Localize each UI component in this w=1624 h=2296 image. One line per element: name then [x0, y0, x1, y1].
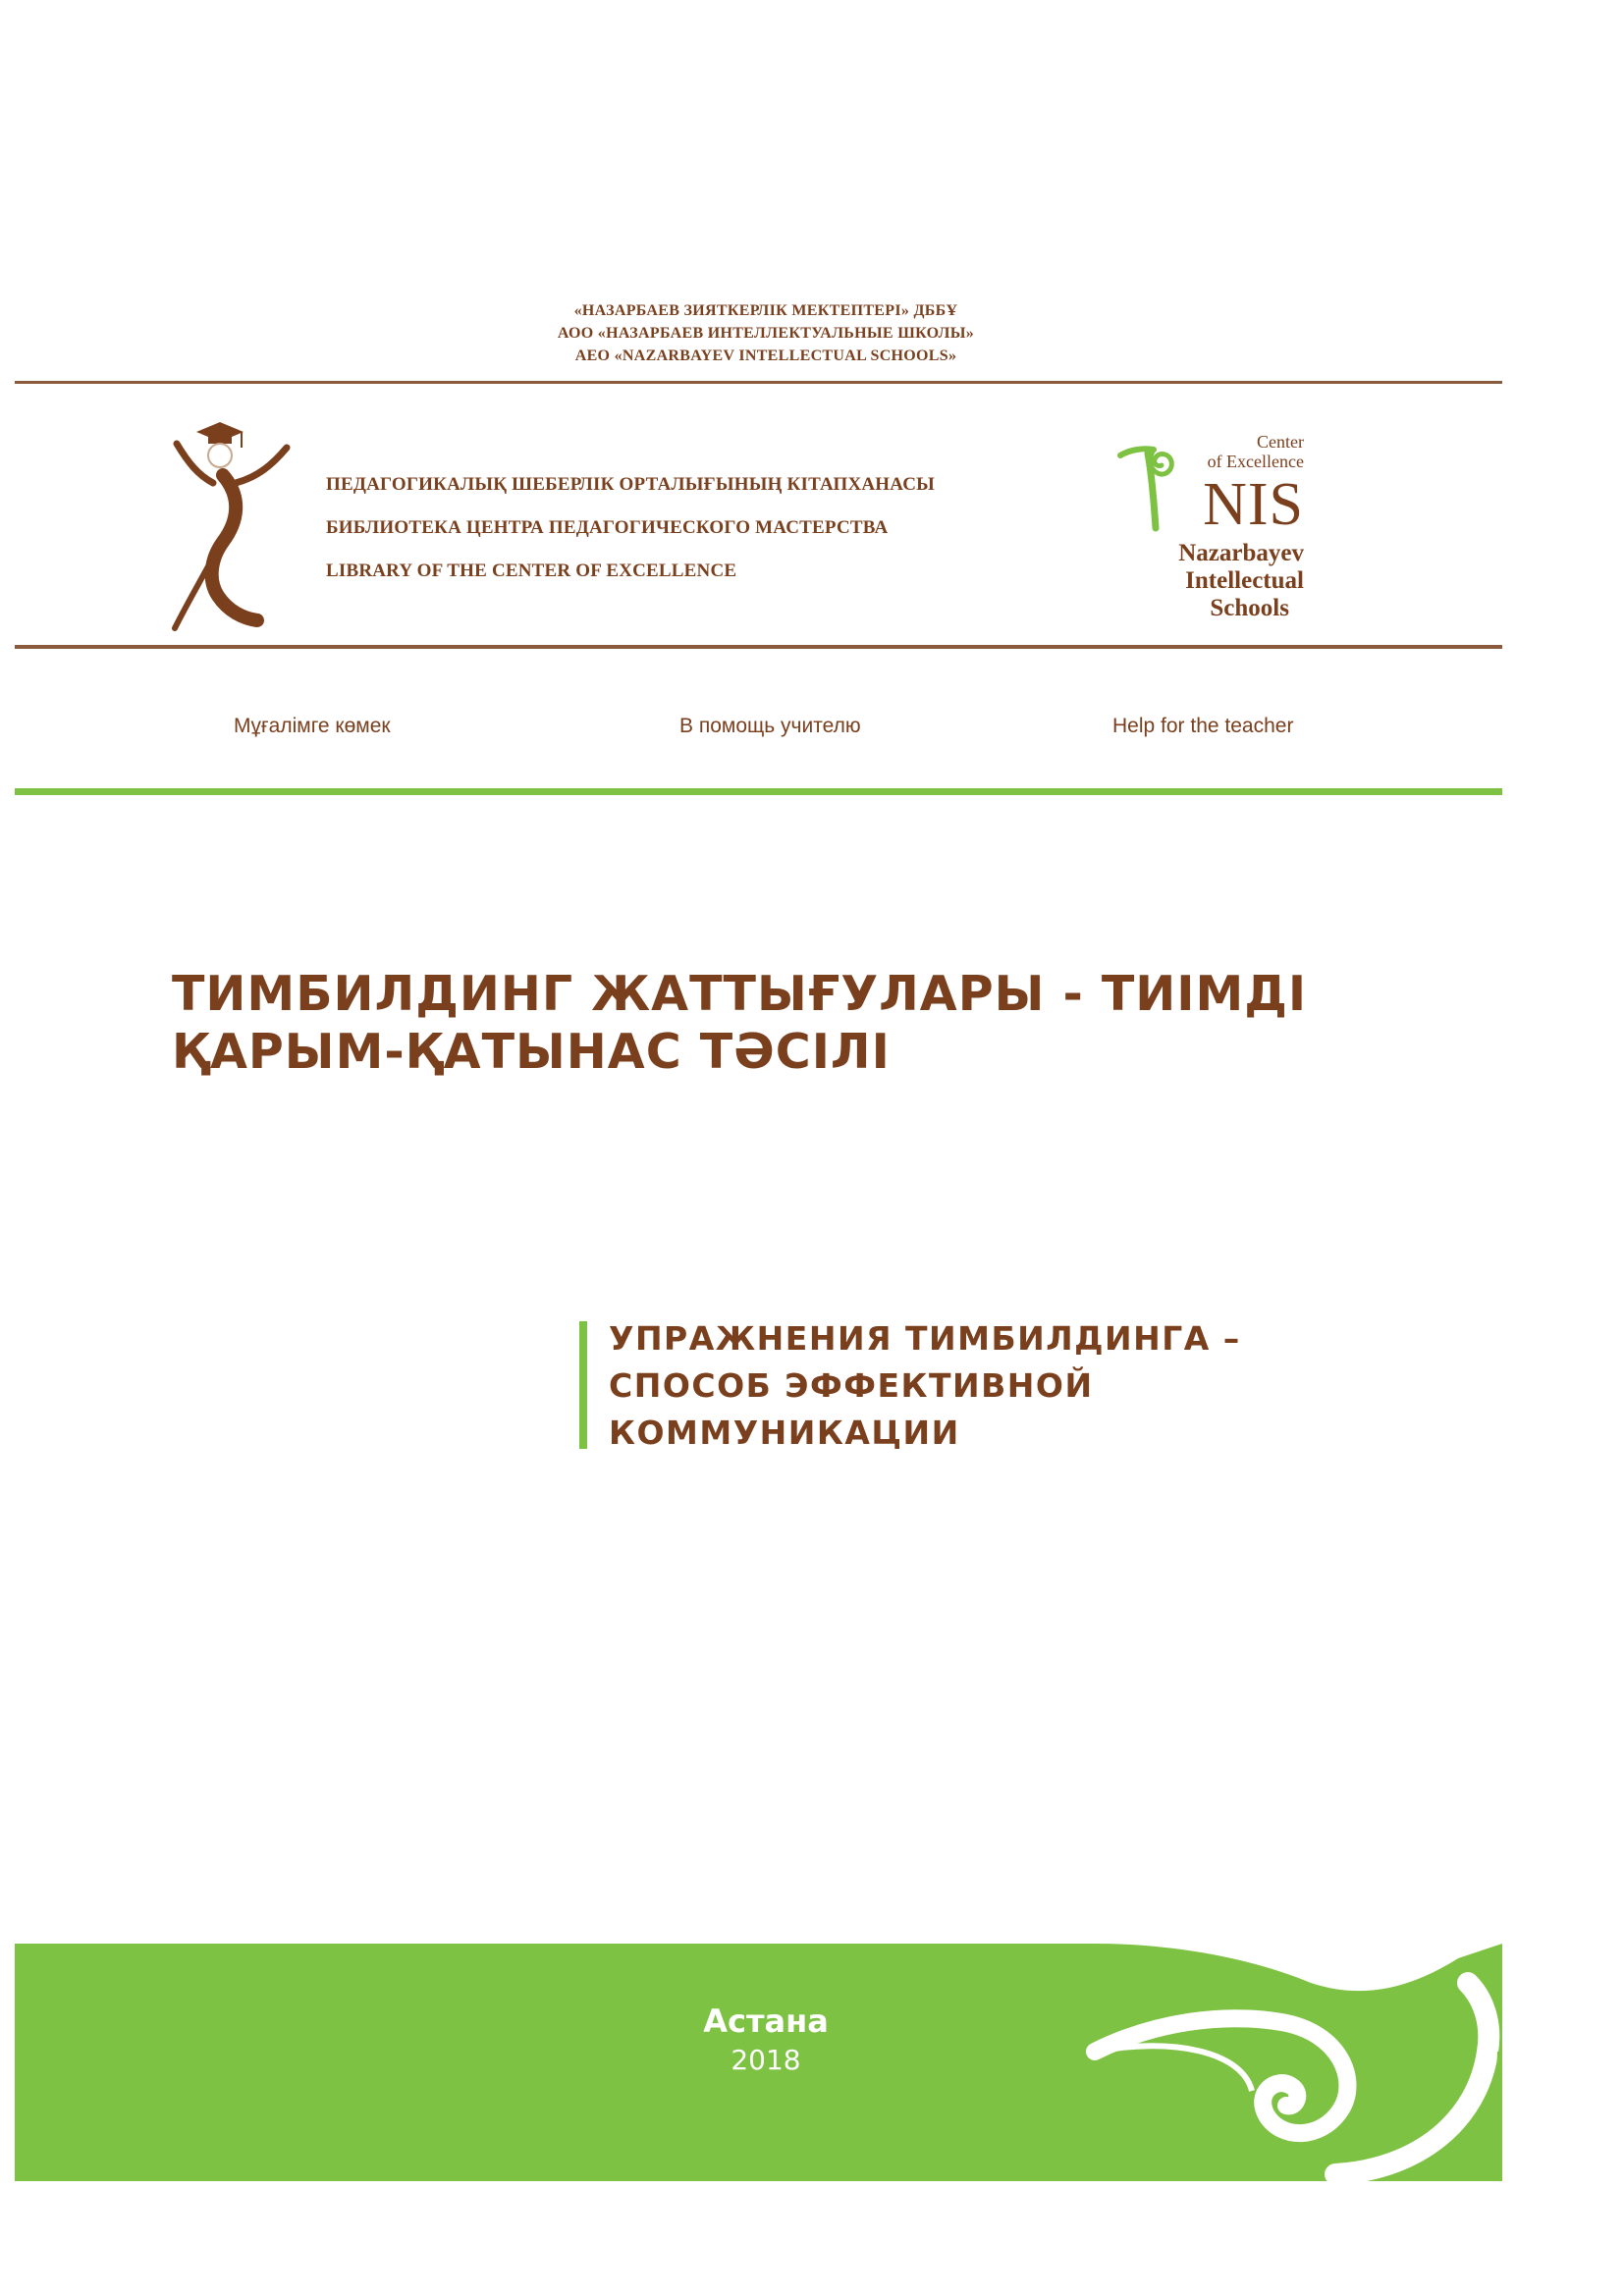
- green-divider: [15, 788, 1502, 795]
- nis-abbreviation: NIS: [1203, 471, 1304, 538]
- title-ru-line3: КОММУНИКАЦИИ: [609, 1414, 960, 1452]
- title-kz-line1: ТИМБИЛДИНГ ЖАТТЫҒУЛАРЫ - ТИІМДІ: [172, 966, 1308, 1022]
- subtitle-accent-bar: [579, 1321, 587, 1449]
- library-line-ru: БИБЛИОТЕКА ЦЕНТРА ПЕДАГОГИЧЕСКОГО МАСТЕРСТВА: [326, 517, 889, 538]
- publication-city: Астана: [703, 2002, 829, 2040]
- org-line-ru: АОО «НАЗАРБАЕВ ИНТЕЛЛЕКТУАЛЬНЫЕ ШКОЛЫ»: [557, 325, 975, 342]
- publication-year: 2018: [731, 2044, 801, 2076]
- nis-name-line3: Schools: [1210, 595, 1289, 621]
- help-label-kz: Мұғалімге көмек: [234, 715, 391, 737]
- top-divider: [15, 381, 1502, 384]
- org-line-kz: «НАЗАРБАЕВ ЗИЯТКЕРЛІК МЕКТЕПТЕРІ» ДББҰ: [573, 302, 958, 319]
- library-line-kz: ПЕДАГОГИКАЛЫҚ ШЕБЕРЛІК ОРТАЛЫҒЫНЫҢ КІТАПХАНАСЫ: [326, 474, 936, 495]
- title-ru-line1: УПРАЖНЕНИЯ ТИМБИЛДИНГА –: [609, 1319, 1241, 1358]
- middle-divider: [15, 645, 1502, 649]
- library-figure-logo-icon: [169, 414, 297, 635]
- title-kazakh: [172, 965, 1307, 1081]
- organization-header: [0, 299, 1532, 367]
- nis-swirl-icon: [1114, 430, 1183, 538]
- title-kz-line2: ҚАРЫМ-ҚАТЫНАС ТӘСІЛІ: [172, 1024, 891, 1080]
- nis-center-line2: of Excellence: [1207, 452, 1304, 471]
- title-ru-line2: СПОСОБ ЭФФЕКТИВНОЙ: [609, 1366, 1094, 1405]
- nis-center-line1: Center: [1257, 432, 1304, 452]
- nis-logo: [1114, 430, 1321, 636]
- library-title-block: [326, 463, 935, 593]
- help-label-en: Help for the teacher: [1112, 715, 1294, 737]
- library-line-en: LIBRARY OF THE CENTER OF EXCELLENCE: [326, 561, 737, 581]
- title-russian: [609, 1315, 1241, 1457]
- org-line-en: АЕО «NAZARBAYEV INTELLECTUAL SCHOOLS»: [574, 347, 957, 364]
- nis-name-line2: Intellectual: [1185, 567, 1304, 594]
- help-label-ru: В помощь учителю: [679, 715, 861, 737]
- nis-name-line1: Nazarbayev: [1178, 540, 1304, 566]
